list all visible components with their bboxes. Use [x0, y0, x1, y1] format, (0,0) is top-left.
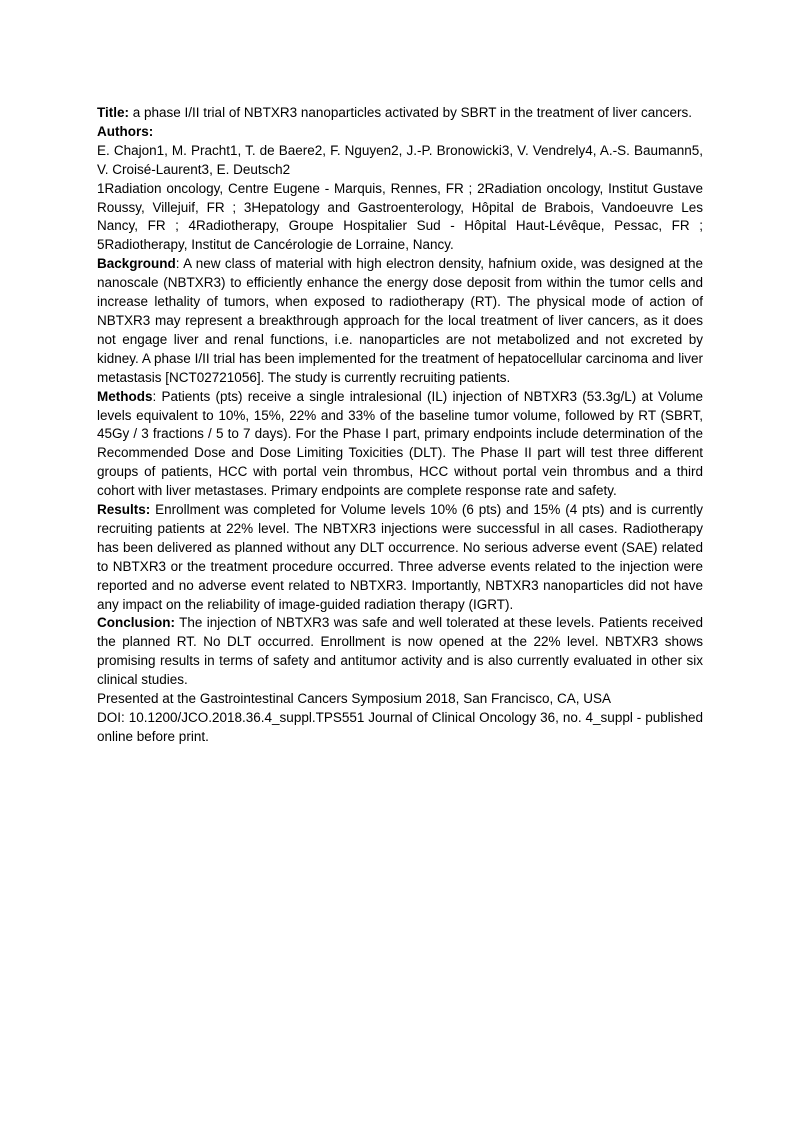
presented-at-line: Presented at the Gastrointestinal Cancers Symposium 2018, San Francisco, CA, USA: [97, 691, 611, 707]
title-label: Title:: [97, 105, 130, 120]
doi-line: DOI: 10.1200/JCO.2018.36.4_suppl.TPS551 Journal of Clinical Oncology 36, no. 4_suppl - published online before print.: [97, 710, 703, 744]
section-results: [97, 501, 703, 614]
methods-text: : Patients (pts) receive a single intralesional (IL) injection of NBTXR3 (53.3g/L) at Volume levels equivalent to 10%, 15%, 22% and 33% of the baseline tumor volume, followed by RT (SBRT, 45Gy / 3 fractions / 5 to 7 days). For the Phase I part, primary endpoints include determination of the Recommended Dose and Dose Limiting Toxicities (DLT). The Phase II part will test three different groups of patients, HCC with portal vein thrombus, HCC without portal vein thrombus and a third cohort with liver metastases. Primary endpoints are complete response rate and safety.: [97, 388, 703, 499]
section-methods: [97, 388, 703, 501]
background-text: : A new class of material with high electron density, hafnium oxide, was designed at the nanoscale (NBTXR3) to efficiently enhance the energy dose deposit from within the tumor cells and increase lethality of tumors, when exposed to radiotherapy (RT). The physical mode of action of NBTXR3 may represent a breakthrough approach for the local treatment of liver cancers, as it does not engage liver and renal functions, i.e. nanoparticles are not metabolized and not excreted by kidney. A phase I/II trial has been implemented for the treatment of hepatocellular carcinoma and liver metastasis [NCT02721056]. The study is currently recruiting patients.: [97, 256, 703, 385]
section-conclusion: [97, 614, 703, 690]
conclusion-text: The injection of NBTXR3 was safe and well tolerated at these levels. Patients received the planned RT. No DLT occurred. Enrollment is now opened at the 22% level. NBTXR3 shows promising results in terms of safety and antitumor activity and is also currently evaluated in other six clinical studies.: [97, 615, 703, 688]
methods-label: Methods: [97, 388, 153, 404]
affiliations: 1Radiation oncology, Centre Eugene - Marquis, Rennes, FR ; 2Radiation oncology, Institut Gustave Roussy, Villejuif, FR ; 3Hepatology and Gastroenterology, Hôpital de Brabois, Vandoeuvre Les Nancy, FR ; 4Radiotherapy, Groupe Hospitalier Sud - Hôpital Haut-Lévêque, Pessac, FR ; 5Radiotherapy, Institut de Cancérologie de Lorraine, Nancy.: [97, 180, 703, 253]
background-label: Background: [97, 256, 176, 272]
title-text: a phase I/II trial of NBTXR3 nanoparticles activated by SBRT in the treatment of liver cancers.: [129, 105, 693, 120]
results-label: Results:: [97, 502, 151, 518]
conclusion-label: Conclusion:: [97, 615, 175, 631]
authors-heading: [97, 123, 703, 142]
title-paragraph: [97, 104, 703, 123]
section-background: [97, 255, 703, 387]
authors-list: E. Chajon1, M. Pracht1, T. de Baere2, F. Nguyen2, J.-P. Bronowicki3, V. Vendrely4, A.-S. Baumann5, V. Croisé-Laurent3, E. Deutsch2: [97, 142, 703, 177]
authors-heading-label: Authors:: [97, 123, 154, 139]
results-text: Enrollment was completed for Volume levels 10% (6 pts) and 15% (4 pts) and is currently recruiting patients at 22% level. The NBTXR3 injections were successful in all cases. Radiotherapy has been delivered as planned without any DLT occurrence. No serious adverse event (SAE) related to NBTXR3 or the treatment procedure occurred. Three adverse events related to the injection were reported and no adverse event related to NBTXR3. Importantly, NBTXR3 nanoparticles did not have any impact on the reliability of image-guided radiation therapy (IGRT).: [97, 502, 703, 612]
